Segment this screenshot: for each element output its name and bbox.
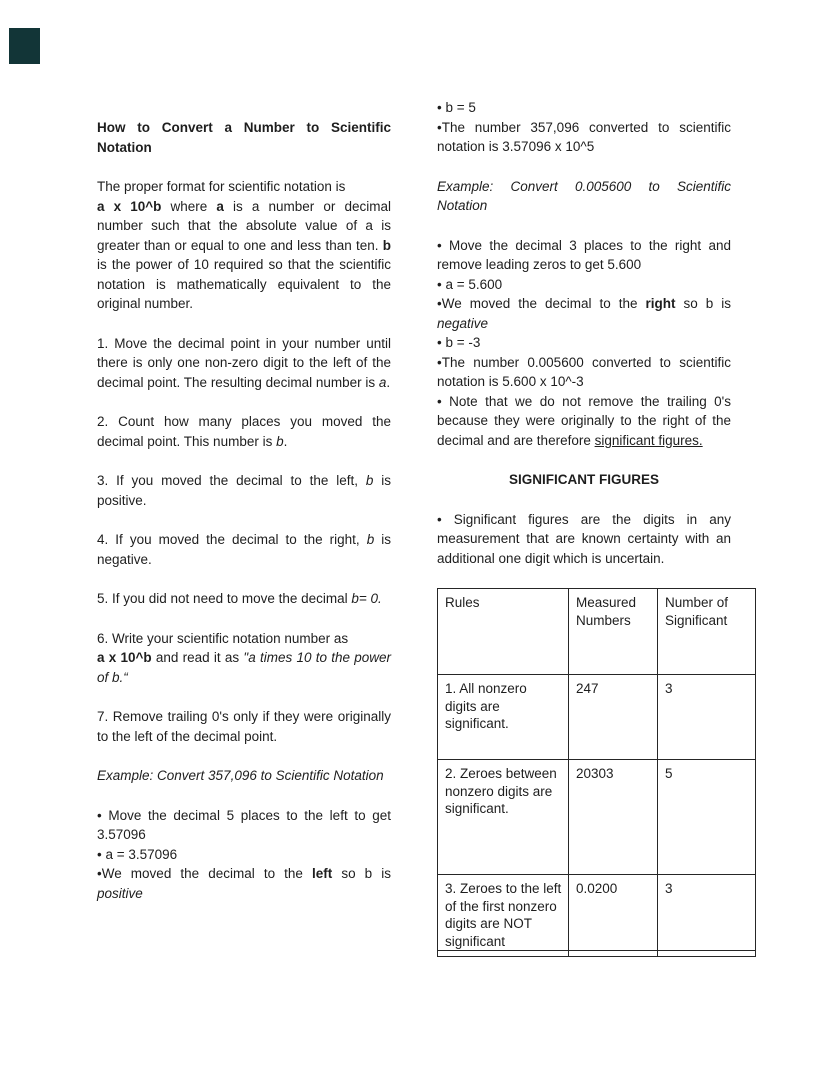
text-run: a x 10^b (97, 650, 152, 665)
text-run: b (365, 473, 374, 488)
document-page (97, 98, 755, 957)
table-cell (569, 951, 658, 957)
step-3 (97, 471, 391, 510)
text-run: b (366, 532, 375, 547)
bullet-moved-right (437, 294, 731, 333)
text-run: right (645, 296, 676, 311)
bullet-b-value: • b = -3 (437, 335, 481, 350)
text-run: is positive. (97, 473, 392, 508)
text-run: is negative. (97, 532, 391, 567)
text-run: b (276, 433, 284, 449)
table-cell: 247 (569, 675, 658, 760)
table-row (438, 875, 756, 951)
intro-paragraph (97, 177, 391, 314)
step-7: 7. Remove trailing 0's only if they were originally to the left of the decimal point. (97, 709, 391, 744)
step-1 (97, 334, 391, 393)
table-cell: 3 (658, 875, 756, 951)
table-row (438, 675, 756, 760)
text-run: positive (97, 885, 143, 901)
text-run: . (386, 374, 391, 390)
text-run: 3. If you moved the decimal to the left, (97, 473, 366, 488)
example-357096-bullets (97, 806, 391, 904)
text-run: where (161, 198, 217, 214)
step-2 (97, 412, 391, 451)
bullet-moved-left (97, 864, 391, 903)
text-run: negative (437, 315, 489, 331)
bullet-move-right: • Move the decimal 3 places to the right and remove leading zeros to get 5.600 (437, 237, 731, 272)
table-cell: 1. All nonzero digits are significant. (438, 675, 569, 760)
text-run: 2. Count how many places you moved the decimal point. This number is (97, 414, 391, 449)
text-run: The proper format for scientific notation is (97, 179, 346, 194)
table-cell: 0.0200 (569, 875, 658, 951)
text-run: is the power of 10 required so that the scientific notation is mathematically equivalent to the original number. (97, 257, 391, 311)
example-heading-357096: Example: Convert 357,096 to Scientific Notation (97, 768, 384, 783)
text-run: . (283, 433, 288, 449)
text-run: so b is (332, 866, 391, 881)
table-header-cell: Number of Significant (658, 589, 756, 675)
significant-figures-heading: SIGNIFICANT FIGURES (508, 472, 659, 487)
text-run: 6. Write your scientific notation number as (97, 630, 349, 646)
bullet-converted-result: •The number 357,096 converted to scientific notation is 3.57096 x 10^5 (437, 119, 731, 154)
bullet-converted-result: •The number 0.005600 converted to scientific notation is 5.600 x 10^-3 (437, 354, 731, 389)
step-4 (97, 530, 391, 569)
text-run: "a times 10 to the power of b.“ (97, 650, 391, 685)
text-run: a (216, 198, 224, 214)
table-header-row (438, 589, 756, 675)
left-column (97, 118, 391, 957)
table-row (438, 760, 756, 875)
text-run: •We moved the decimal to the (437, 296, 646, 311)
bullet-move-left: • Move the decimal 5 places to the left to get 3.57096 (97, 807, 391, 842)
significant-figures-table (437, 588, 756, 957)
table-header-cell: Rules (438, 589, 569, 675)
text-run: and read it as (151, 650, 244, 665)
text-run: b= 0. (351, 591, 382, 606)
text-run: significant figures. (594, 432, 703, 448)
table-header-cell: Measured Numbers (569, 589, 658, 675)
text-run: a x 10^b (97, 198, 162, 214)
bullet-a-value: • a = 3.57096 (97, 846, 178, 862)
table-cell: 2. Zeroes between nonzero digits are significant. (438, 760, 569, 875)
right-column (437, 98, 731, 957)
step-6 (97, 629, 391, 688)
table-cell: 20303 (569, 760, 658, 875)
step-5 (97, 589, 391, 609)
corner-mark (9, 28, 40, 64)
table-row (438, 951, 756, 957)
example-0005600-bullets (437, 236, 731, 451)
text-run: •We moved the decimal to the (97, 866, 312, 881)
text-run: • Note that we do not remove the trailing 0's because they were originally to the right of the decimal and are therefore (437, 393, 731, 448)
example-heading-0005600: Example: Convert 0.005600 to Scientific Notation (437, 178, 731, 213)
text-run: is a number or decimal number such that the absolute value of a is greater than or equal to one and less than ten. (97, 198, 392, 253)
table-cell: 3. Zeroes to the left of the first nonzero digits are NOT significant (438, 875, 569, 951)
text-run: left (312, 866, 333, 881)
text-run: b (382, 237, 391, 253)
bullet-b-value: • b = 5 (437, 100, 476, 115)
text-run: 5. If you did not need to move the decimal (97, 591, 352, 606)
significant-figures-intro: • Significant figures are the digits in any measurement that are known certainty with an additional one digit which is uncertain. (437, 511, 731, 566)
example-357096-result (437, 98, 731, 157)
text-run: 1. Move the decimal point in your number until there is only one non-zero digit to the left of the decimal point. The resulting decimal number is (97, 335, 391, 390)
bullet-trailing-zeros-note (437, 392, 731, 451)
table-cell: 5 (658, 760, 756, 875)
table-cell: 3 (658, 675, 756, 760)
table-cell (658, 951, 756, 957)
text-run: 4. If you moved the decimal to the right, (97, 532, 367, 547)
text-run: a (378, 374, 387, 390)
text-run: so b is (675, 296, 731, 311)
bullet-a-value: • a = 5.600 (437, 276, 503, 292)
section-heading: How to Convert a Number to Scientific Notation (97, 120, 391, 155)
table-cell (438, 951, 569, 957)
